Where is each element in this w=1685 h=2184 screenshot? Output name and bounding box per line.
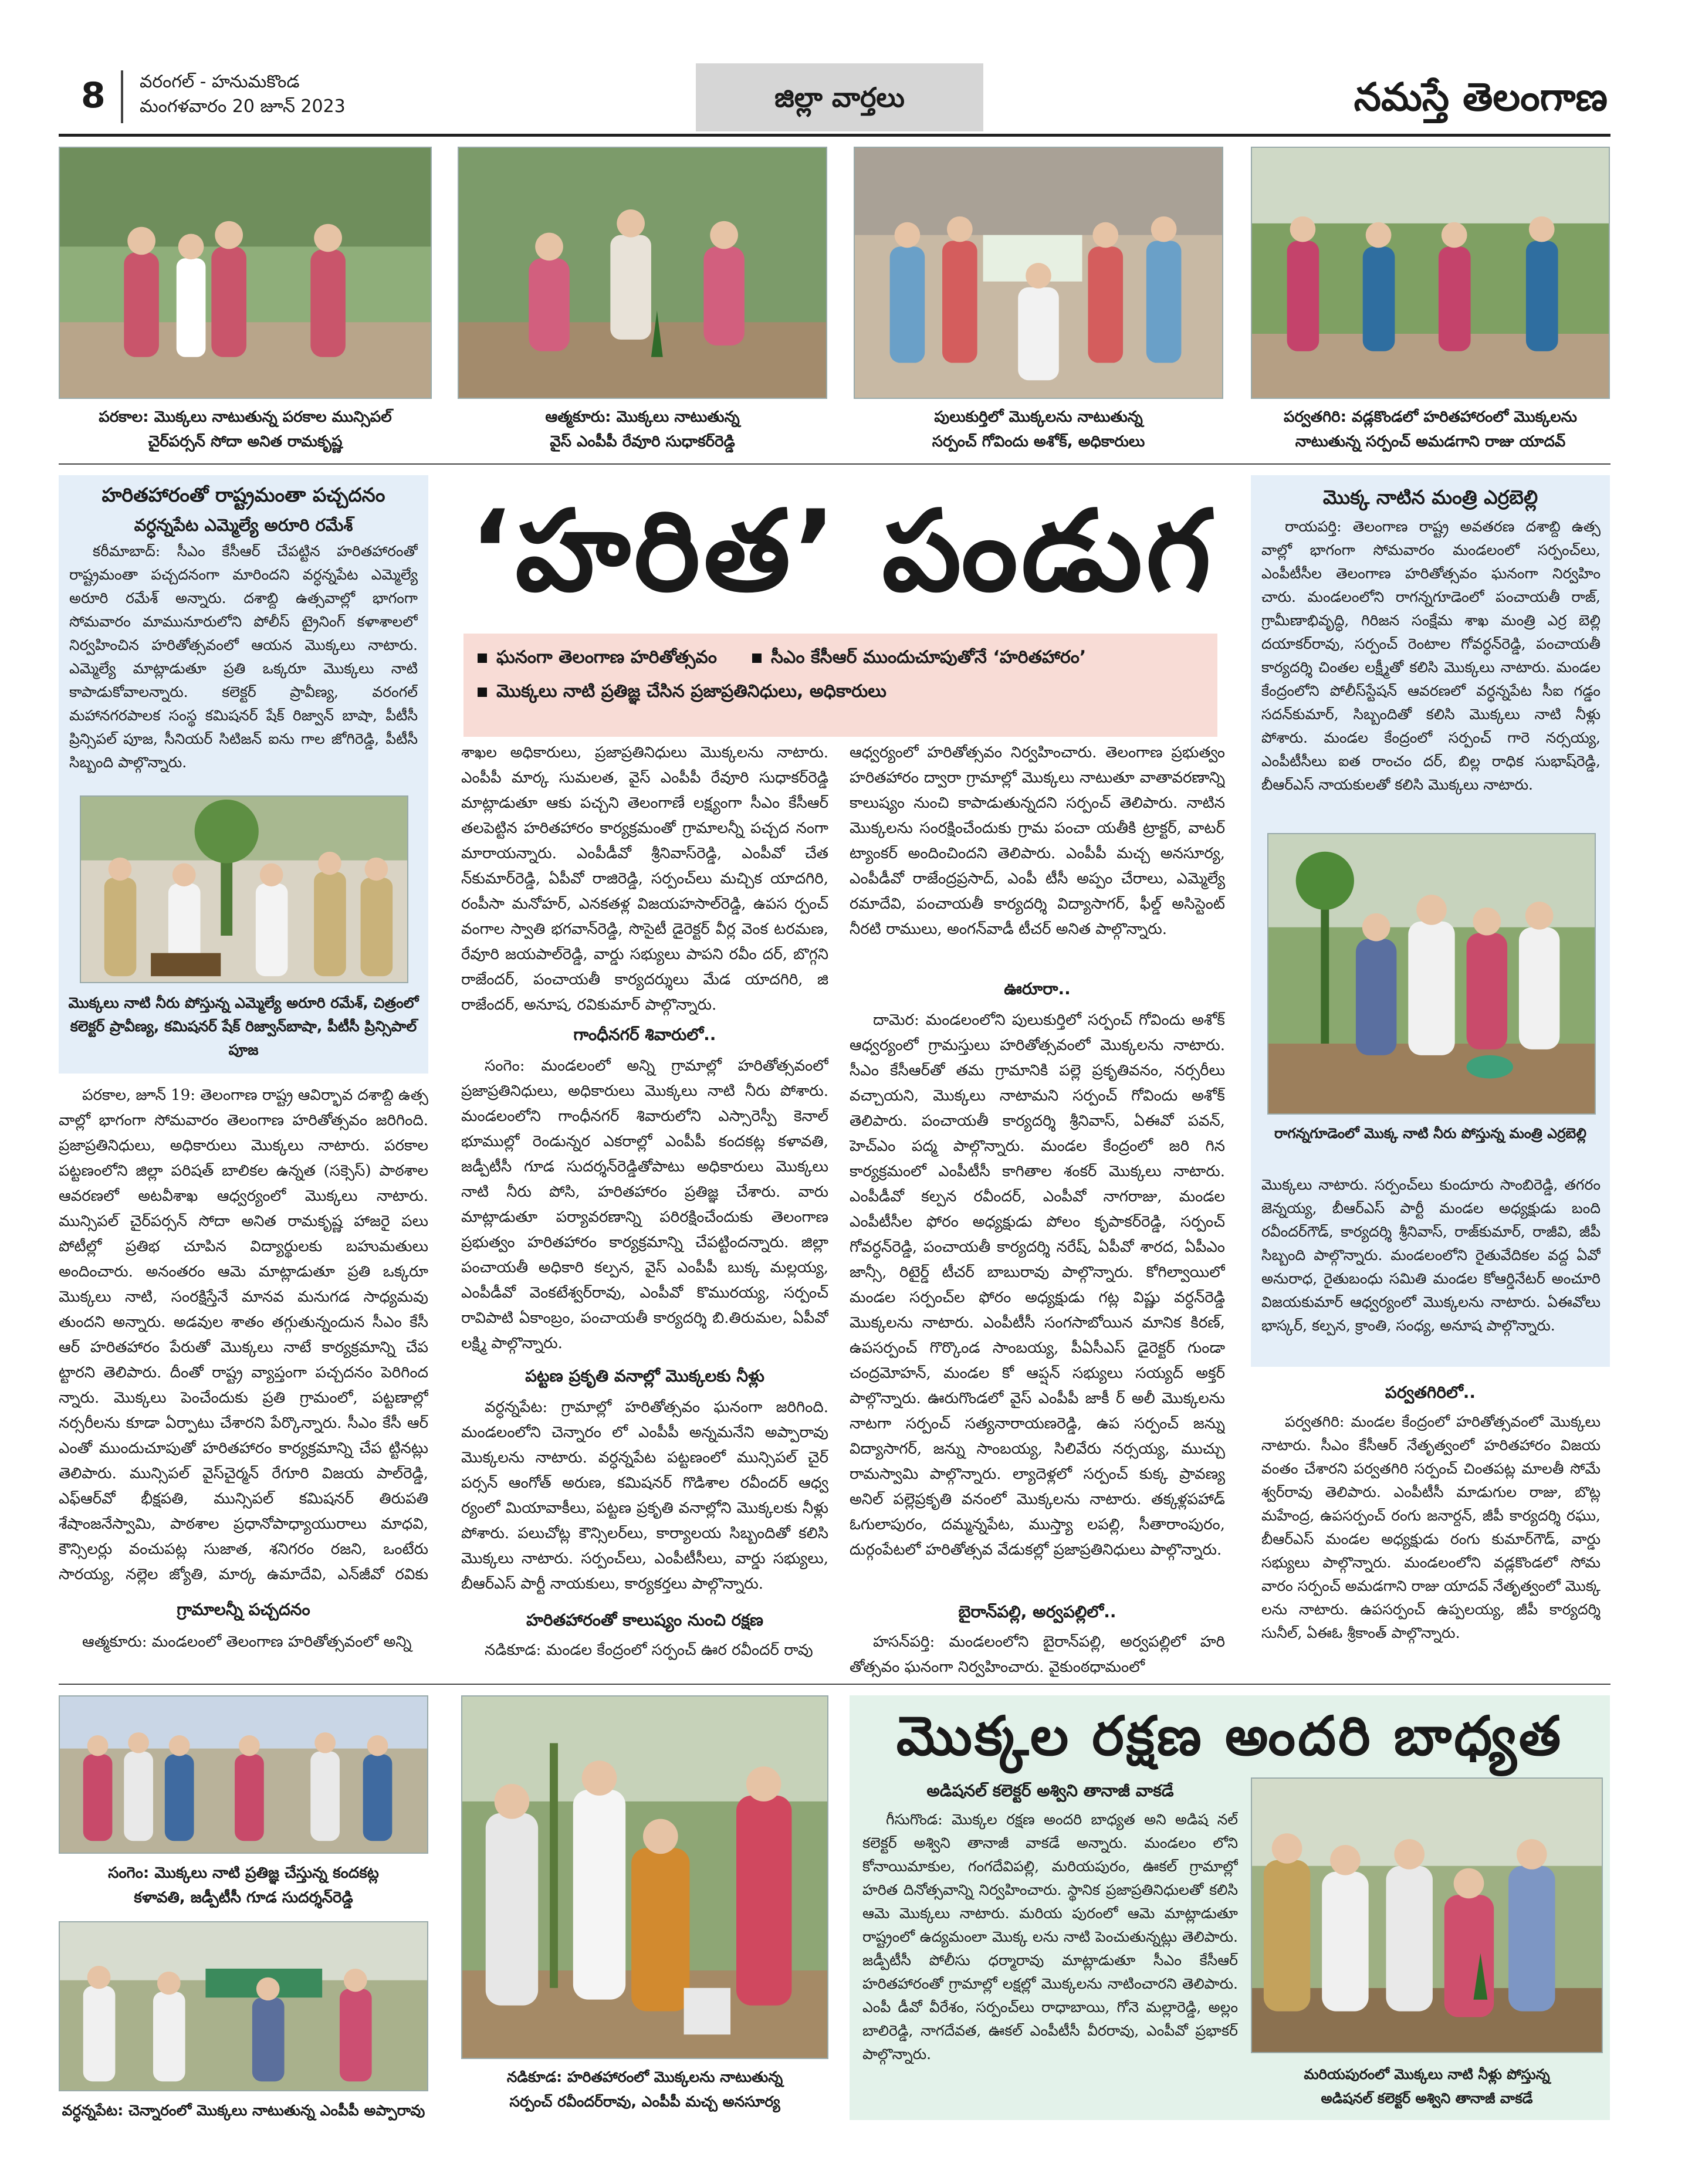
photo-atmakur	[458, 147, 827, 399]
photo-sangem-pledge	[59, 1695, 428, 1854]
photo-nadikuda	[461, 1695, 828, 2059]
photo-row-rule	[59, 463, 1610, 465]
col1-subhead: గ్రామాలన్నీ పచ్చదనం	[177, 1600, 310, 1619]
left-story-body	[69, 540, 418, 791]
page-number: 8	[81, 75, 106, 116]
right-story-paragraph: రాయపర్తి: తెలంగాణ రాష్ట్ర అవతరణ దశాబ్ది ఉత్స వాల్లో భాగంగా సోమవారం మండలంలో సర్పంచ్‌లు, ఎంపీటీసీల తెలంగాణ హరితోత్సవం ఘనంగా నిర్వహిం చారు. మండలంలోని రాగన్నగూడెంలో పంచాయతీ రాజ్, గ్రామీణాభివృద్ధి, గిరిజన సంక్షేమ శాఖ మంత్రి ఎర్ర బెల్లి దయాకర్‌రావు, సర్పంచ్ రెంటాల గోవర్ధన్‌రెడ్డి, పంచాయతీ కార్యదర్శి చింతల లక్ష్మీతో కలిసి మొక్కలు నాటారు. మండల కేంద్రంలోని పోలీస్‌స్టేషన్ ఆవరణలో వర్ధన్నపేట సీఐ గడ్డం సదన్‌కుమార్, సిబ్బందితో కలిసి మొక్కలు నాటి నీళ్లు పోశారు. మండల కేంద్రంలో సర్పంచ్ గారె నర్సయ్య, ఎంపీటీసీలు ఐత రాంచం దర్, బిల్ల రాధిక సుభాష్‌రెడ్డి, బీఆర్ఎస్ నాయకులతో కలిసి మొక్కలు నాటారు.	[1261, 518, 1601, 793]
main-column-3-tail	[850, 1630, 1225, 1682]
main-column-2-part-2	[461, 1054, 828, 1359]
main-col2-paragraph-1: శాఖల అధికారులు, ప్రజాప్రతినిధులు మొక్కలను నాటారు. ఎంపీపీ మార్క సుమలత, వైస్ ఎంపీపీ రేవూరి సుధాకర్‌రెడ్డి మాట్లాడుతూ ఆకు పచ్చని తెలంగాణే లక్ష్యంగా సీఎం కేసీఆర్ తలపెట్టిన హరితహారం కార్యక్రమంతో గ్రామాలన్నీ పచ్చద నంగా మారాయన్నారు. ఎంపీడీవో శ్రీనివాస్‌రెడ్డి, ఎంపీవో చేత న్‌కుమార్‌రెడ్డి, ఏపీవో రాజిరెడ్డి, సర్పంచ్‌లు మచ్చిక యాదగిరి, రంపీసా మనోహర్, ఎనకతళ్ల విజయహసాల్‌రెడ్డి, ఉపస ర్పంచ్ వంగాల స్వాతి భగవాన్‌రెడ్డి, సొసైటీ డైరెక్టర్ వీర్ల వెంక టరమణ, రేవూరి జయపాల్‌రెడ్డి, వార్డు సభ్యులు పాపని రవీం దర్, బొగ్గని రాజేందర్, పంచాయతీ కార్యదర్శులు మేడ యాదగిరి, జి రాజేందర్, అనూష, రవికుమార్ పాల్గొన్నారు.	[461, 744, 828, 1014]
col3-subhead-oorura: ఊరూరా..	[1004, 979, 1071, 998]
right-story-paragraph-3: పర్వతగిరి: మండల కేంద్రంలో హరితోత్సవంలో మొక్కలు నాటారు. సీఎం కేసీఆర్ నేతృత్వంలో హరితహారం విజయ వంతం చేశారని పర్వతగిరి సర్పంచ్ చింతపట్ల మాలతీ సోమే శ్వర్‌రావు తెలిపారు. ఎంపీటీసీ మాడుగుల రాజు, బొట్ల మహేంద్ర, ఉపసర్పంచ్ రంగు జనార్దన్, జీపీ కార్యదర్శి రఘు, బీఆర్ఎస్ మండల అధ్యక్షుడు రంగు కుమార్‌గౌడ్, వార్డు సభ్యులు పాల్గొన్నారు. మండలంలోని వడ్లకొండలో సోమ వారం సర్పంచ్ అమడగాని రాజు యాదవ్ నేతృత్వంలో మొక్క లను నాటారు. ఉపసర్పంచ్ ఉప్పలయ్య, జీపీ కార్యదర్శి సునీల్, ఏఈఓ శ్రీకాంత్ పాల్గొన్నారు.	[1261, 1413, 1601, 1641]
caption-mariyapuram-line2: అడిషనల్ కలెక్టర్ అశ్విని తానాజీ వాకడే	[1321, 2090, 1533, 2107]
main-col3-paragraph-1: ఆధ్వర్యంలో హరితోత్సవం నిర్వహించారు. తెలంగాణ ప్రభుత్వం హరితహారం ద్వారా గ్రామాల్లో మొక్కలు నాటుతూ వాతావరణాన్ని కాలుష్యం నుంచి కాపాడుతున్నదని సర్పంచ్ తెలిపారు. నాటిన మొక్కలను సంరక్షించేందుకు గ్రామ పంచా యతీకి ట్రాక్టర్, వాటర్ ట్యాంకర్ అందించిందని తెలిపారు. ఎంపీపీ మచ్చ అనసూర్య, ఎంపీడీవో రాజేంద్రప్రసాద్, ఎంపీ టీసీ అప్పం చేరాలు, ఎమ్మెల్యే రమాదేవి, పంచాయతీ కార్యదర్శి విద్యాసాగర్, ఫీల్డ్ అసిస్టెంట్ నీరటి రాములు, అంగన్‌వాడీ టీచర్ అనిత పాల్గొన్నారు.	[850, 744, 1225, 938]
main-col3-paragraph-2: దామెర: మండలంలోని పులుకుర్తిలో సర్పంచ్ గోవిందు అశోక్ ఆధ్వర్యంలో గ్రామస్తులు హరితోత్సవంలో మొక్కలను నాటారు. సీఎం కేసీఆర్‌తో తమ గ్రామానికి పల్లె ప్రకృతివనం, నర్సరీలు వచ్చాయని, మొక్కలు నాటామని సర్పంచ్ గోవిందు అశోక్ తెలిపారు. పంచాయతీ కార్యదర్శి శ్రీనివాస్, ఏఈవో పవన్, హెచ్ఎం పద్మ పాల్గొన్నారు. మండల కేంద్రంలో జరి గిన కార్యక్రమంలో ఎంపీటీసీ కాగితాల శంకర్ మొక్కలు నాటారు. ఎంపీడీవో కల్పన రవీందర్, ఎంపీవో నాగరాజు, మండల ఎంపీటీసీల ఫోరం అధ్యక్షుడు పోలం కృపాకర్‌రెడ్డి, సర్పంచ్ గోవర్ధన్‌రెడ్డి, పంచాయతీ కార్యదర్శి నరేష్, ఏపీవో శారద, ఏపీఎం జాన్సీ, రిటైర్డ్ టీచర్ బాబురావు పాల్గొన్నారు. కోగిల్వాయిలో మండల సర్పంచ్‌ల ఫోరం అధ్యక్షుడు గట్ల విష్ణు వర్ధన్‌రెడ్డి మొక్కలను నాటారు. ఎంపీటీసీ సంగసాబోయిన మానిక కిరణ్, ఉపసర్పంచ్ గొర్కొండ సాంబయ్య, పీఏసీఎస్ డైరెక్టర్ గుండా చంద్రమోహన్, మండల కో ఆప్షన్ సభ్యులు సయ్యద్ అక్తర్ పాల్గొన్నారు. ఊరుగొండలో వైస్ ఎంపీపీ జాకీ ర్ అలీ మొక్కలను నాటగా సర్పంచ్ సత్యనారాయణరెడ్డి, ఉప సర్పంచ్ జన్ను విద్యాసాగర్, జన్ను సాంబయ్య, సిలివేరు నర్సయ్య, ముచ్చు రామస్వామి పాల్గొన్నారు. ల్యాదెళ్లలో సర్పంచ్ కుక్క ప్రావణ్య అనిల్ పల్లెప్రకృతి వనంలో మొక్కలను నాటారు. తక్కళ్లపహాడ్ ఓగులాపురం, దమ్మన్నపేట, ముస్త్యా లపల్లి, సీతారాంపురం, దుర్గంపేటలో హరితోత్సవ వేడుకల్లో ప్రజాప్రతినిధులు పాల్గొన్నారు.	[850, 1011, 1225, 1559]
main-col1-paragraph: పరకాల, జూన్ 19: తెలంగాణ రాష్ట్ర ఆవిర్భావ దశాబ్ది ఉత్స వాల్లో భాగంగా సోమవారం తెలంగాణ హరితోత్సవం జరిగింది. ప్రజాప్రతినిధులు, అధికారులు మొక్కలు నాటారు. పరకాల పట్టణంలోని జిల్లా పరిషత్ బాలికల ఉన్నత (సక్సెస్) పాఠశాల ఆవరణలో అటవీశాఖ ఆధ్వర్యంలో మొక్కలు నాటారు. మున్సిపల్ చైర్‌పర్సన్ సోదా అనిత రామకృష్ణ హాజరై పలు పోటీల్లో ప్రతిభ చూపిన విద్యార్థులకు బహుమతులు అందించారు. అనంతరం ఆమె మాట్లాడుతూ ప్రతి ఒక్కరూ మొక్కలు నాటి, సంరక్షిస్తేనే మానవ మనుగడ సాధ్యమవు తుందని అన్నారు. అడవుల శాతం తగ్గుతున్నందున సీఎం కేసీ ఆర్ హరితహారం పేరుతో మొక్కలు నాటే కార్యక్రమాన్ని చేప ట్టారని తెలిపారు. దీంతో రాష్ట్ర వ్యాప్తంగా పచ్చదనం పెరిగింద న్నారు. మొక్కలు పెంచేందుకు ప్రతి గ్రామంలో, పట్టణాల్లో నర్సరీలను కూడా ఏర్పాటు చేశారని పేర్కొన్నారు. సీఎం కేసీ ఆర్ ఎంతో ముందుచూపుతో హరితహారం కార్యక్రమాన్ని చేప ట్టినట్లు తెలిపారు. మున్సిపల్ వైస్‌చైర్మన్ రేగూరి విజయ పాల్‌రెడ్డి, ఎఫ్ఆర్‌వో భీక్షపతి, మున్సిపల్ కమిషనర్ తిరుపతి శేషాంజనేస్వామి, పాఠశాల ప్రధానోపాధ్యాయురాలు మాధవి, కౌన్సిలర్లు వంచుపట్ల సుజాత, శనిగరం రజని, ఒంటేరు సారయ్య, నల్లెల జ్యోతి, మార్క ఉమాదేవి, ఎన్‌జీవో రవికు	[59, 1086, 428, 1583]
bottom-right-paragraph: గీసుగొండ: మొక్కల రక్షణ అందరి బాధ్యత అని అడిష నల్ కలెక్టర్ అశ్విని తానాజీ వాకడే అన్నారు. మండలం లోని కోనాయిమాకుల, గంగదేవిపల్లి, మరియపురం, ఊకల్ గ్రామాల్లో హరిత దినోత్సవాన్ని నిర్వహించారు. స్థానిక ప్రజాప్రతినిధులతో కలిసి ఆమె మొక్కలు నాటారు. మరియ పురంలో ఆమె మాట్లాడుతూ రాష్ట్రంలో ఉద్యమంలా మొక్క లను నాటి పెంచుతున్నట్లు తెలిపారు. జడ్పీటీసీ పోలీసు ధర్మారావు మాట్లాడుతూ సీఎం కేసీఆర్ హరితహారంతో గ్రామాల్లో లక్షల్లో మొక్కలను నాటించారని తెలిపారు. ఎంపీ డీవో వీరేశం, సర్పంచ్‌లు రాధాబాయి, గోనె మల్లారెడ్డి, అల్లం బాలిరెడ్డి, నాగదేవత, ఊకల్ ఎంపీటీసీ వీరరావు, ఎంపీవో ప్రభాకర్ పాల్గొన్నారు.	[862, 1811, 1238, 2063]
deck-bullet	[478, 688, 487, 697]
masthead-divider	[121, 70, 123, 123]
col2-subhead-gandhinagar: గాంధీనగర్ శివారులో..	[573, 1025, 716, 1044]
main-column-3	[850, 740, 1225, 969]
caption-sangem-line2: కళావతి, జడ్పీటీసీ గూడ సుదర్శన్‌రెడ్డి	[134, 1889, 353, 1907]
main-column-1	[59, 1083, 428, 1587]
photo-mariyapuram	[1251, 1777, 1603, 2053]
bottom-right-headline: మొక్కల రక్షణ అందరి బాధ్యత	[896, 1705, 1564, 1767]
newspaper-brand: నమస్తే తెలంగాణ	[1354, 75, 1608, 120]
main-deck	[463, 634, 1217, 737]
main-column-2	[461, 740, 828, 1016]
photo-pulukurthi	[854, 147, 1223, 399]
main-col2-paragraph-4: నడికూడ: మండల కేంద్రంలో సర్పంచ్ ఊర రవీందర్ రావు	[485, 1641, 813, 1659]
right-story-paragraph-2: మొక్కలు నాటారు. సర్పంచ్‌లు కుందూరు సాంబిరెడ్డి, తగరం జెన్నయ్య, బీఆర్ఎస్ పార్టీ మండల అధ్యక్షుడు బంది రవీందర్‌గౌడ్, కార్యదర్శి శ్రీనివాస్, రాజ్‌కుమార్, రాజీవి, జీపీ సిబ్బంది పాల్గొన్నారు. మండలంలోని రైతువేదికల వద్ద ఏవో అనురాధ, రైతుబంధు సమితి మండల కోఆర్డినేటర్ అంచూరి విజయకుమార్ ఆధ్వర్యంలో మొక్కలను నాటారు. ఏఈవోలు భాస్కర్, కల్పన, క్రాంతి, సంధ్య, అనూష పాల్గొన్నారు.	[1261, 1176, 1601, 1334]
right-story-body-2	[1261, 1173, 1601, 1367]
caption-nadikuda-line1: నడికూడ: హరితహారంలో మొక్కలను నాటుతున్న	[506, 2068, 783, 2085]
col2-subhead-urban-parks: పట్టణ ప్రకృతి వనాల్లో మొక్కలకు నీళ్లు	[525, 1366, 764, 1386]
caption-atmakur-line2: వైస్ ఎంపీపీ రేవూరి సుధాకర్‌రెడ్డి	[550, 433, 735, 451]
photo-parakala	[59, 147, 432, 399]
main-col1-paragraph-2: ఆత్మకూరు: మండలంలో తెలంగాణ హరితోత్సవంలో అన్ని	[82, 1633, 412, 1651]
right-photo-caption: రాగన్నగూడెంలో మొక్క నాటి నీరు పోస్తున్న మంత్రి ఎర్రబెల్లి	[1274, 1125, 1587, 1142]
caption-nadikuda-line2: సర్పంచ్ రవీందర్‌రావు, ఎంపీపీ మచ్చ అనసూర్య	[509, 2093, 780, 2110]
main-col2-paragraph-3: వర్ధన్నపేట: గ్రామాల్లో హరితోత్సవం ఘనంగా జరిగింది. మండలంలోని చెన్నారం లో ఎంపీపీ అన్నమనేని అప్పారావు మొక్కలను నాటారు. వర్ధన్నపేట పట్టణంలో మున్సిపల్ చైర్‌ పర్సన్ ఆంగోత్ అరుణ, కమిషనర్ గొడిశాల రవీందర్ ఆధ్వ ర్యంలో మియావాకీలు, పట్టణ ప్రకృతి వనాల్లోని మొక్కలకు నీళ్లు పోశారు. పలుచోట్ల కౌన్సిలర్‌లు, కార్యాలయ సిబ్బందితో కలిసి మొక్కలు నాటారు. సర్పంచ్‌లు, ఎంపీటీసీలు, వార్డు సభ్యులు, బీఆర్ఎస్ పార్టీ నాయకులు, కార్యకర్తలు పాల్గొన్నారు.	[461, 1399, 828, 1593]
main-column-1-tail	[59, 1630, 428, 1657]
right-subhead-parvathagiri: పర్వతగిరిలో..	[1385, 1383, 1476, 1402]
caption-pulukurthi-line2: సర్పంచ్ గోవిందు అశోక్, అధికారులు	[932, 433, 1145, 451]
col3-subhead-bairanpalli: బైరాన్‌పల్లి, అర్వపల్లిలో..	[958, 1602, 1116, 1621]
caption-pulukurthi-line1: పులుకుర్తిలో మొక్కలను నాటుతున్న	[934, 408, 1143, 426]
left-photo-caption: మొక్కలు నాటి నీరు పోస్తున్న ఎమ్మెల్యే అరూరి రమేశ్, చిత్రంలో కలెక్టర్ ప్రావీణ్య, కమిషనర్ షేక్ రిజ్వాన్‌బాషా, పీటీసీ ప్రిన్సిపాల్ పూజ	[68, 994, 419, 1058]
photo-minister-errabelli	[1267, 833, 1596, 1115]
bottom-right-body	[862, 1808, 1238, 2113]
left-story-headline: హరితహారంతో రాష్ట్రమంతా పచ్చదనం	[101, 483, 385, 506]
photo-chennaram	[59, 1921, 428, 2091]
deck-point-2: సీఎం కేసీఆర్ ముందుచూపుతోనే ‘హరితహారం’	[770, 647, 1087, 668]
caption-parakala-line2: చైర్‌పర్సన్ సోదా అనిత రామకృష్ణ	[148, 433, 343, 451]
main-column-3-part-2	[850, 1008, 1225, 1594]
caption-chennaram: వర్ధన్నపేట: చెన్నారంలో మొక్కలు నాటుతున్న ఎంపీపీ అప్పారావు	[62, 2102, 425, 2119]
deck-point-1: ఘనంగా తెలంగాణ హరితోత్సవం	[496, 647, 717, 668]
caption-vadlakonda-line2: నాటుతున్న సర్పంచ్ అమడగాని రాజు యాదవ్	[1295, 433, 1566, 451]
main-headline: ‘హరిత’ పండుగ	[469, 486, 1214, 616]
deck-point-3: మొక్కలు నాటి ప్రతిజ్ఞ చేసిన ప్రజాప్రతినిధులు, అధికారులు	[496, 681, 887, 702]
photo-mla-aroori	[80, 795, 408, 983]
right-story-headline: మొక్క నాటిన మంత్రి ఎర్రబెల్లి	[1322, 486, 1538, 509]
masthead-rule	[59, 134, 1610, 137]
bottom-right-byline: అడిషనల్ కలెక్టర్ అశ్విని తానాజీ వాకడే	[926, 1781, 1174, 1800]
main-column-2-tail	[461, 1638, 828, 1665]
deck-bullet	[752, 653, 762, 663]
right-story-body	[1261, 515, 1601, 820]
caption-vadlakonda-line1: పర్వతగిరి: వడ్లకొండలో హరితహారంలో మొక్కలను	[1283, 408, 1578, 426]
edition-date: మంగళవారం 20 జూన్ 2023	[140, 96, 346, 117]
left-story-subhead: వర్ధన్నపేట ఎమ్మెల్యే అరూరి రమేశ్	[134, 515, 353, 535]
bottom-section-rule	[59, 1684, 1610, 1685]
photo-vadlakonda	[1251, 147, 1610, 399]
main-column-2-part-3	[461, 1395, 828, 1600]
right-story-body-3	[1261, 1410, 1601, 1674]
caption-mariyapuram-line1: మరియపురంలో మొక్కలు నాటి నీళ్లు పోస్తున్న	[1304, 2066, 1550, 2083]
section-title: జిల్లా వార్తలు	[696, 63, 983, 131]
left-story-paragraph: కరీమాబాద్: సీఎం కేసీఆర్ చేపట్టిన హరితహారంతో రాష్ట్రమంతా పచ్చదనంగా మారిందని వర్ధన్నపేట ఎమ్మెల్యే అరూరి రమేశ్ అన్నారు. దశాబ్ది ఉత్సవాల్లో భాగంగా సోమవారం మామునూరులోని పోలీస్ ట్రైనింగ్ కళాశాలలో నిర్వహించిన హరితోత్సవంలో ఆయన మొక్కలు నాటారు. ఎమ్మెల్యే మాట్లాడుతూ ప్రతి ఒక్కరూ మొక్కలు నాటి కాపాడుకోవాలన్నారు. కలెక్టర్ ప్రావీణ్య, వరంగల్ మహానగరపాలక సంస్థ కమిషనర్ షేక్ రిజ్వాన్ బాషా, పీటీసీ ప్రిన్సిపల్ పూజ, సీనియర్ సిటిజన్ ఐను గాల జోగిరెడ్డి, పీటీసీ సిబ్బంది పాల్గొన్నారు.	[69, 543, 418, 771]
deck-bullet	[478, 653, 487, 663]
col2-subhead-pollution: హరితహారంతో కాలుష్యం నుంచి రక్షణ	[526, 1610, 764, 1630]
caption-atmakur-line1: ఆత్మకూరు: మొక్కలు నాటుతున్న	[545, 408, 740, 426]
main-col3-paragraph-3: హసన్‌పర్తి: మండలంలోని బైరాన్‌పల్లి, అర్వపల్లిలో హరి తోత్సవం ఘనంగా నిర్వహించారు. వైకుంఠధామంలో	[850, 1633, 1225, 1676]
edition-name: వరంగల్ - హనుమకొండ	[140, 72, 300, 92]
caption-parakala-line1: పరకాల: మొక్కలు నాటుతున్న పరకాల మున్సిపల్	[99, 408, 392, 426]
caption-sangem-line1: సంగెం: మొక్కలు నాటి ప్రతిజ్ఞ చేస్తున్న కందకట్ల	[108, 1864, 379, 1882]
main-col2-paragraph-2: సంగెం: మండలంలో అన్ని గ్రామాల్లో హరితోత్సవంలో ప్రజాప్రతినిధులు, అధికారులు మొక్కలు నాటి నీరు పోశారు. మండలంలోని గాంధీనగర్ శివారులోని ఎస్సారెస్పీ కెనాల్ భూముల్లో రెండున్నర ఎకరాల్లో ఎంపీపీ కందకట్ల కళావతి, జడ్పీటీసీ గూడ సుదర్శన్‌రెడ్డితోపాటు అధికారులు మొక్కలు నాటి నీరు పోసి, హరితహారం ప్రతిజ్ఞ చేశారు. వారు మాట్లాడుతూ పర్యావరణాన్ని పరిరక్షించేందుకు తెలంగాణ ప్రభుత్వం హరితహారం కార్యక్రమాన్ని చేపట్టిందన్నారు. జిల్లా పంచాయతీ అధికారి కల్పన, వైస్ ఎంపీపీ బుక్క మల్లయ్య, ఎంపీడీవో వెంకటేశ్వర్‌రావు, ఎంపీవో కొమురయ్య, సర్పంచ్ రావిపాటి ఏకాంబ్రం, పంచాయతీ కార్యదర్శి బి.తిరుమల, ఏపీవో లక్ష్మి పాల్గొన్నారు.	[461, 1057, 828, 1352]
